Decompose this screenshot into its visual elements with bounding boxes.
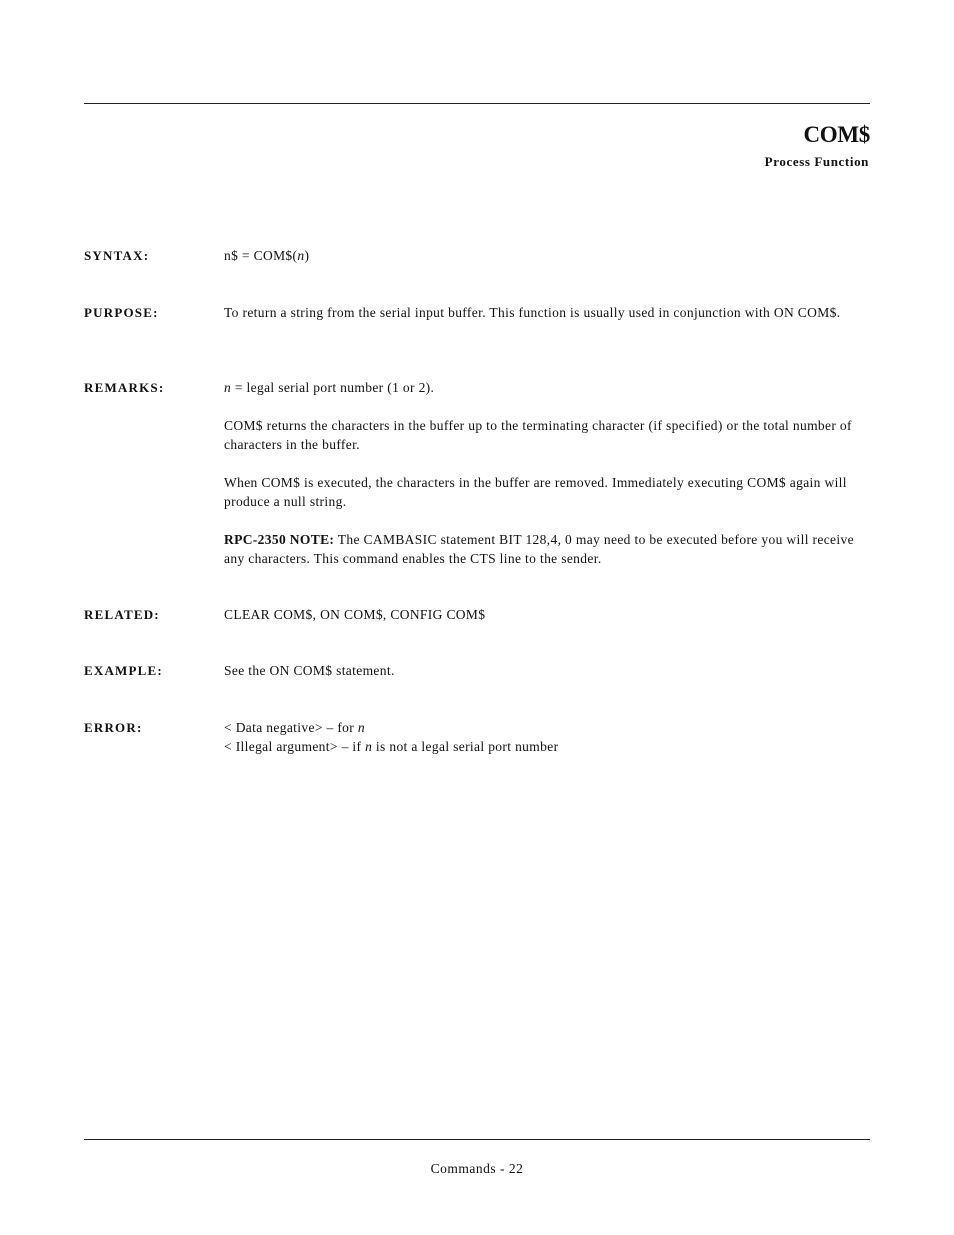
remarks-note-label: RPC-2350 NOTE: [224,532,335,547]
example-body [224,661,868,680]
error-line-2-var: n [365,739,373,754]
page-subtitle: Process Function [764,154,869,169]
remarks-label: REMARKS: [84,380,165,395]
example-text: See the ON COM$ statement. [224,663,395,678]
purpose-body [224,303,868,322]
remarks-n-var: n [224,380,232,395]
remarks-n-desc: = legal serial port number (1 or 2). [231,380,435,395]
syntax-post: ) [304,248,310,263]
purpose-text: To return a string from the serial input buffer. This function is usually used in conjunction with ON COM$. [224,305,841,320]
example-label: EXAMPLE: [84,663,163,678]
error-line-2-text: < Illegal argument> – if [224,739,366,754]
remarks-n-line [224,378,868,397]
error-label: ERROR: [84,720,143,735]
remarks-note-text: The CAMBASIC statement BIT 128,4, 0 may need to be executed before you will receive any characters. This command enables the CTS line to the sender. [224,532,854,566]
remarks-paragraph-1: COM$ returns the characters in the buffer up to the terminating character (if specified) or the total number of characters in the buffer. [224,418,852,452]
header-rule [84,103,870,104]
error-line-1 [224,718,868,737]
error-line-2 [224,737,868,756]
purpose-label: PURPOSE: [84,305,159,320]
remarks-paragraph-2: When COM$ is executed, the characters in the buffer are removed. Immediately executing COM$ again will produce a null string. [224,475,847,509]
syntax-label: SYNTAX: [84,248,150,263]
related-body [224,605,868,624]
remarks-note [224,530,868,568]
error-line-2-post: is not a legal serial port number [372,739,559,754]
related-text: CLEAR COM$, ON COM$, CONFIG COM$ [224,607,486,622]
error-line-1-var: n [357,720,365,735]
related-label: RELATED: [84,607,160,622]
syntax-body [224,246,868,265]
remarks-body [224,378,868,568]
error-line-1-text: < Data negative> – for [224,720,358,735]
syntax-arg: n [297,248,305,263]
error-body [224,718,868,756]
page-title: COM$ [803,122,870,147]
footer-rule [84,1139,870,1140]
page-number: Commands - 22 [430,1161,524,1176]
syntax-pre: n$ = COM$( [224,248,298,263]
